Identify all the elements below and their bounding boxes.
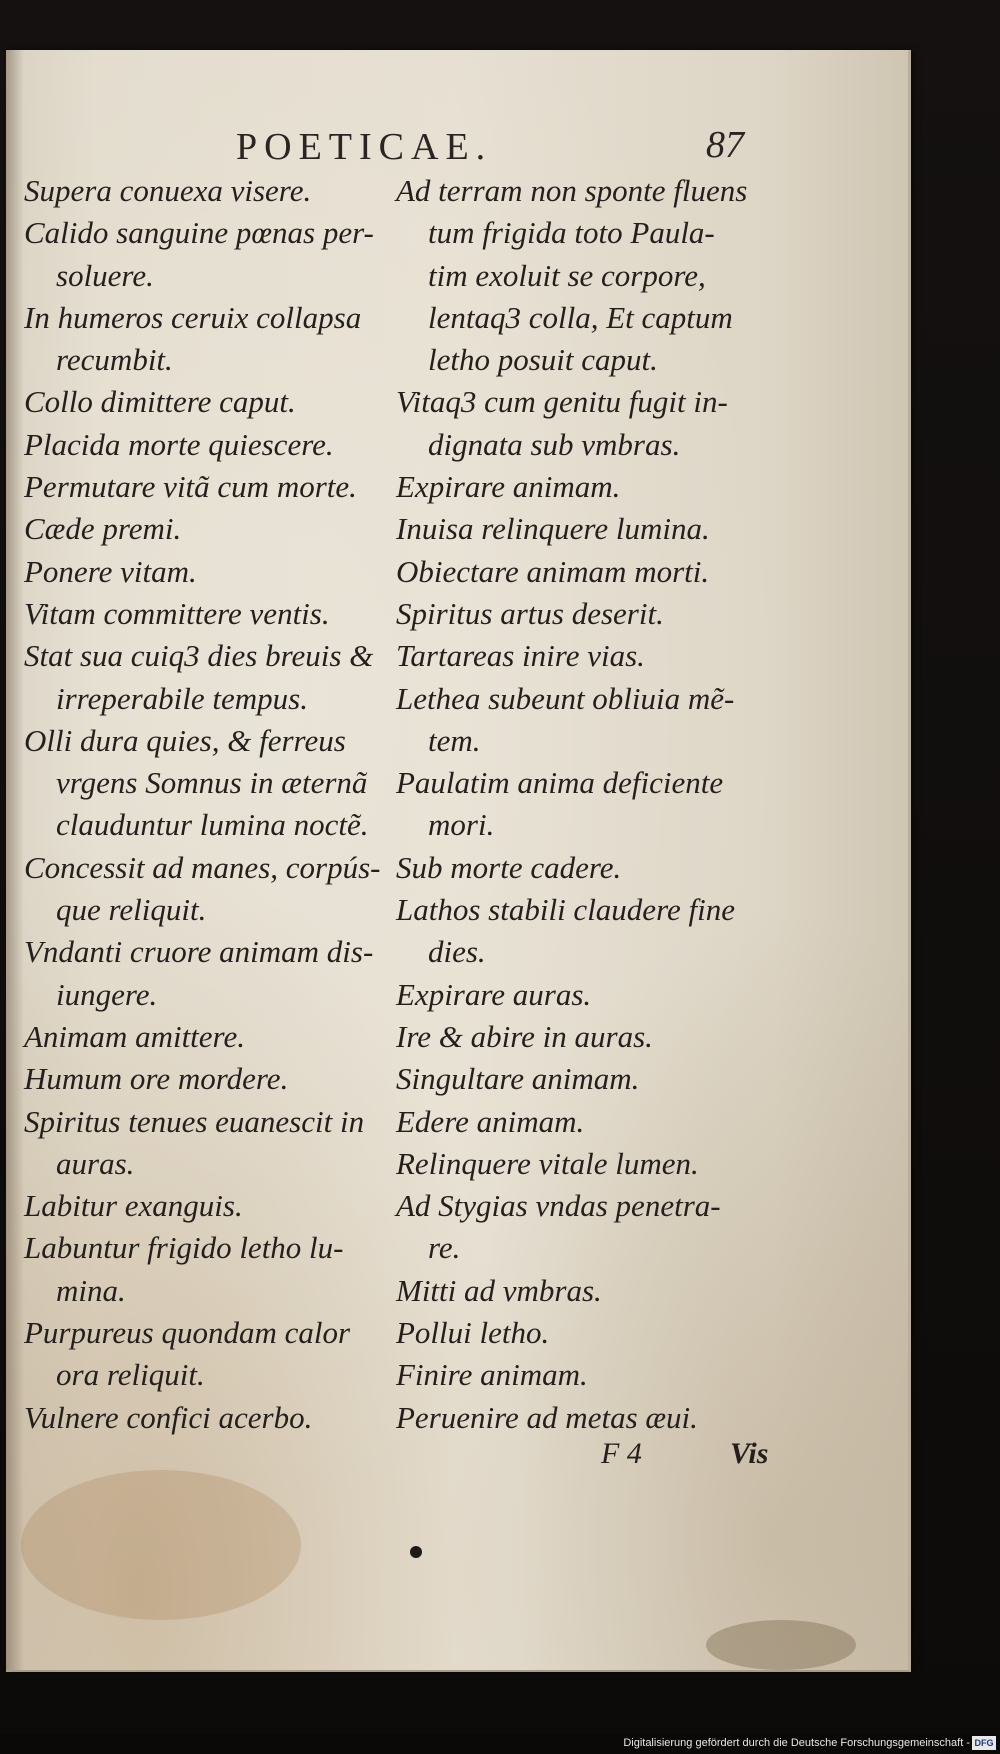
text-line: Vitaq3 cum genitu fugit in- <box>396 384 728 420</box>
text-line: Obiectare animam morti. <box>396 553 710 589</box>
text-line: vrgens Somnus in æternã <box>56 765 368 801</box>
text-line: Humum ore mordere. <box>24 1061 289 1097</box>
digitization-credit: Digitalisierung gefördert durch die Deutsche Forschungsgemeinschaft - <box>623 1737 970 1749</box>
text-line: Expirare auras. <box>396 976 592 1012</box>
ink-dot <box>410 1546 422 1558</box>
text-line: Purpureus quondam calor <box>24 1315 351 1351</box>
running-head: POETICAE. <box>236 126 493 168</box>
text-line: soluere. <box>56 257 154 293</box>
text-line: Peruenire ad metas æui. <box>396 1399 698 1435</box>
text-line: Labitur exanguis. <box>24 1188 243 1224</box>
text-line: mori. <box>428 807 495 843</box>
text-line: tim exoluit se corpore, <box>428 257 706 293</box>
text-line: In humeros ceruix collapsa <box>24 299 362 335</box>
text-line: Singultare animam. <box>396 1061 640 1097</box>
dfg-logo: DFG <box>972 1736 996 1750</box>
text-line: Concessit ad manes, corpús- <box>24 849 381 885</box>
text-line: que reliquit. <box>56 892 207 928</box>
text-line: mina. <box>56 1272 126 1308</box>
text-line: Ad terram non sponte fluens <box>396 173 748 208</box>
text-line: Spiritus tenues euanescit in <box>24 1103 365 1139</box>
text-line: Permutare vitã cum morte. <box>24 469 357 505</box>
text-line: Tartareas inire vias. <box>396 638 645 674</box>
page-spine-shadow <box>6 50 24 1670</box>
text-line: Animam amittere. <box>24 1018 245 1054</box>
text-line: Ponere vitam. <box>24 553 197 589</box>
text-line: Spiritus artus deserit. <box>396 595 664 631</box>
page-number: 87 <box>706 124 744 166</box>
text-line: Inuisa relinquere lumina. <box>396 511 710 547</box>
text-line: Lethea subeunt obliuia mẽ- <box>396 680 735 716</box>
text-line: Ad Stygias vndas penetra- <box>396 1188 721 1224</box>
text-line: letho posuit caput. <box>428 342 658 378</box>
text-line: Cæde premi. <box>24 511 182 547</box>
text-line: Supera conuexa visere. <box>24 173 312 208</box>
text-line: Lathos stabili claudere fine <box>396 892 735 928</box>
text-line: irreperabile tempus. <box>56 680 308 716</box>
right-column <box>396 170 756 1439</box>
text-line: iungere. <box>56 976 158 1012</box>
text-line: dignata sub vmbras. <box>428 426 681 462</box>
text-line: recumbit. <box>56 342 173 378</box>
text-line: dies. <box>428 934 486 970</box>
text-line: re. <box>428 1230 461 1266</box>
text-line: Vndanti cruore animam dis- <box>24 934 374 970</box>
book-page <box>6 50 911 1672</box>
text-line: clauduntur lumina noctẽ. <box>56 807 369 843</box>
catchword: Vis <box>730 1437 769 1470</box>
text-line: auras. <box>56 1145 135 1181</box>
text-line: Sub morte cadere. <box>396 849 622 885</box>
text-line: Collo dimittere caput. <box>24 384 296 420</box>
text-line: Olli dura quies, & ferreus <box>24 722 346 758</box>
text-line: Calido sanguine pœnas per- <box>24 215 374 251</box>
text-line: Expirare animam. <box>396 469 621 505</box>
text-line: Vulnere confici acerbo. <box>24 1399 313 1435</box>
text-line: Finire animam. <box>396 1357 588 1393</box>
text-line: Mitti ad vmbras. <box>396 1272 602 1308</box>
text-line: tem. <box>428 722 481 758</box>
text-line: tum frigida toto Paula- <box>428 215 715 251</box>
water-stain <box>21 1470 301 1620</box>
text-line: Pollui letho. <box>396 1315 550 1351</box>
text-line: Ire & abire in auras. <box>396 1018 653 1054</box>
text-line: Placida morte quiescere. <box>24 426 334 462</box>
text-line: ora reliquit. <box>56 1357 205 1393</box>
text-line: Labuntur frigido letho lu- <box>24 1230 344 1266</box>
text-line: Paulatim anima deficiente <box>396 765 724 801</box>
text-line: Vitam committere ventis. <box>24 595 330 631</box>
text-line: Relinquere vitale lumen. <box>396 1145 699 1181</box>
left-column <box>24 170 414 1439</box>
text-line: lentaq3 colla, Et captum <box>428 299 733 335</box>
text-line: Stat sua cuiq3 dies breuis & <box>24 638 374 674</box>
text-line: Edere animam. <box>396 1103 585 1139</box>
edge-damage <box>706 1620 856 1670</box>
signature-mark: F 4 <box>601 1437 642 1470</box>
